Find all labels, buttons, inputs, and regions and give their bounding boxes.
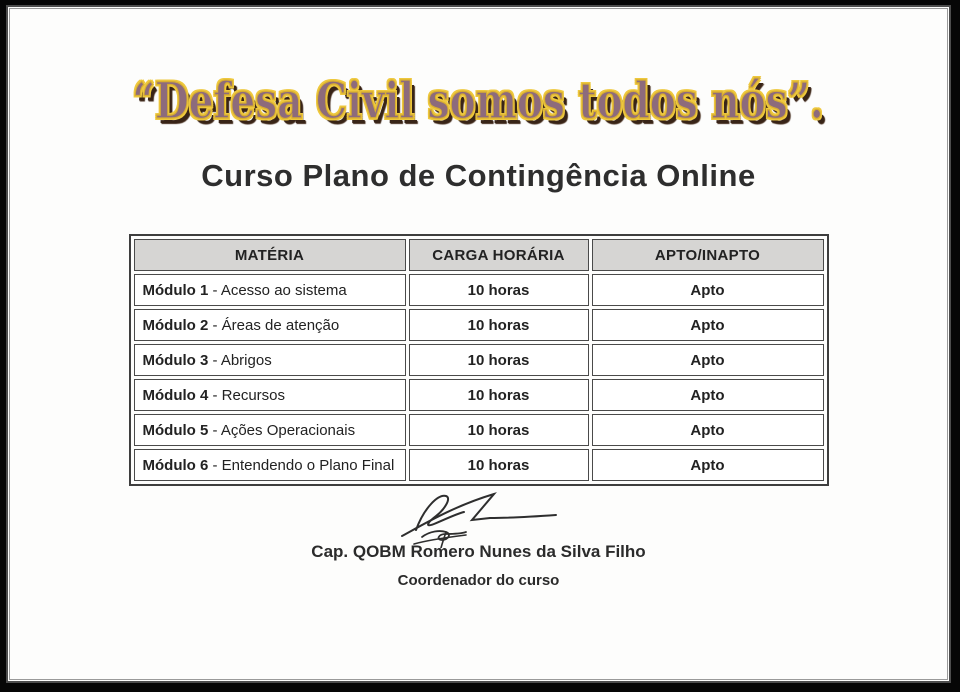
table-row	[134, 379, 824, 411]
module-hours: 10 horas	[409, 309, 589, 341]
module-hours: 10 horas	[409, 379, 589, 411]
module-status: Apto	[592, 414, 824, 446]
module-materia	[134, 414, 406, 446]
module-status: Apto	[592, 379, 824, 411]
module-materia	[134, 274, 406, 306]
table-row	[134, 274, 824, 306]
course-title: Curso Plano de Contingência Online	[201, 158, 756, 193]
module-status: Apto	[592, 309, 824, 341]
module-label: Módulo 1	[142, 281, 209, 299]
table-header-row	[134, 239, 824, 271]
module-label: Módulo 2	[142, 316, 209, 334]
modules-table	[129, 234, 829, 486]
module-topic: - Abrigos	[212, 351, 272, 369]
module-label: Módulo 6	[142, 456, 209, 474]
module-hours: 10 horas	[409, 414, 589, 446]
col-header-carga-horaria: CARGA HORÁRIA	[409, 239, 589, 271]
module-materia	[134, 379, 406, 411]
signatory-name: Cap. QOBM Romero Nunes da Silva Filho	[311, 542, 646, 561]
module-hours: 10 horas	[409, 449, 589, 481]
signature-image	[394, 490, 564, 548]
module-materia	[134, 449, 406, 481]
module-hours: 10 horas	[409, 274, 589, 306]
module-topic: - Recursos	[212, 386, 286, 404]
module-topic: - Áreas de atenção	[212, 316, 340, 334]
col-header-apto-inapto: APTO/INAPTO	[592, 239, 824, 271]
module-topic: - Ações Operacionais	[212, 421, 356, 439]
signature-block	[8, 490, 949, 589]
module-status: Apto	[592, 274, 824, 306]
module-topic: - Entendendo o Plano Final	[212, 456, 395, 474]
signatory-role: Coordenador do curso	[397, 572, 560, 589]
module-status: Apto	[592, 344, 824, 376]
col-header-materia: MATÉRIA	[134, 239, 406, 271]
module-label: Módulo 5	[142, 421, 209, 439]
wordart-title-row	[8, 73, 949, 128]
module-materia	[134, 344, 406, 376]
module-label: Módulo 4	[142, 386, 209, 404]
table-row	[134, 344, 824, 376]
module-hours: 10 horas	[409, 344, 589, 376]
module-topic: - Acesso ao sistema	[212, 281, 347, 299]
module-status: Apto	[592, 449, 824, 481]
module-label: Módulo 3	[142, 351, 209, 369]
document-page	[6, 5, 951, 683]
table-row	[134, 449, 824, 481]
wordart-title: “Defesa Civil somos todos nós”.	[132, 71, 825, 130]
module-materia	[134, 309, 406, 341]
table-row	[134, 309, 824, 341]
table-row	[134, 414, 824, 446]
